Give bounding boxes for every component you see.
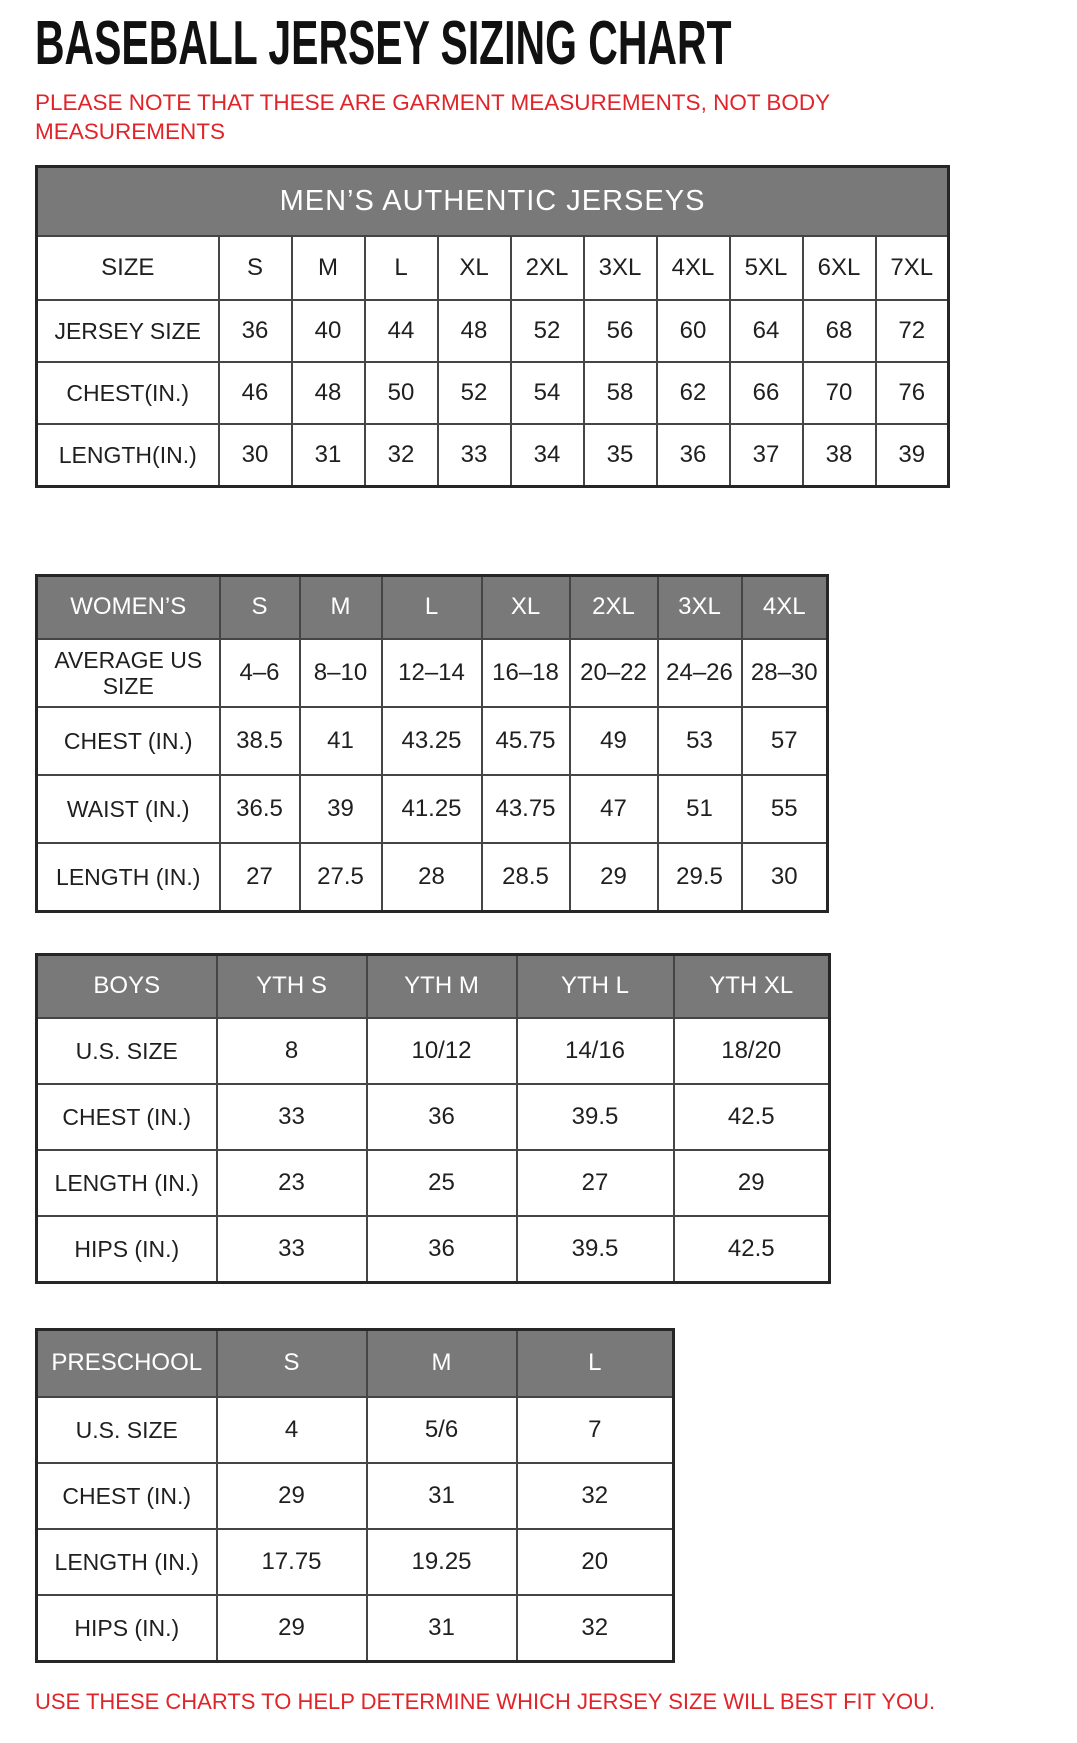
boys-sizing-table: [35, 953, 1077, 1284]
boys-value-cell: 10/12: [367, 1018, 517, 1084]
mens-value-cell: 36: [657, 424, 730, 486]
preschool-col-header: S: [217, 1329, 367, 1397]
womens-value-cell: 41.25: [382, 775, 482, 843]
mens-banner-row: [37, 166, 949, 236]
womens-sizing-table: [35, 574, 1077, 913]
preschool-col-header: M: [367, 1329, 517, 1397]
mens-value-cell: 44: [365, 300, 438, 362]
boys-value-cell: 42.5: [674, 1084, 830, 1150]
boys-header-row: [37, 954, 830, 1018]
preschool-value-cell: 32: [517, 1595, 674, 1661]
page-title-text: BASEBALL JERSEY SIZING CHART: [35, 9, 732, 78]
womens-value-cell: 28: [382, 843, 482, 911]
mens-value-cell: 52: [438, 362, 511, 424]
mens-col-header: SIZE: [37, 236, 219, 300]
womens-value-cell: 41: [300, 707, 382, 775]
mens-value-cell: 35: [584, 424, 657, 486]
womens-col-header: WOMEN’S: [37, 575, 220, 639]
boys-value-cell: 33: [217, 1084, 367, 1150]
boys-value-cell: 27: [517, 1150, 674, 1216]
preschool-data-row: [37, 1463, 674, 1529]
mens-col-header: 6XL: [803, 236, 876, 300]
preschool-header-row: [37, 1329, 674, 1397]
preschool-row-label: LENGTH (IN.): [37, 1529, 217, 1595]
mens-col-header: 2XL: [511, 236, 584, 300]
mens-value-cell: 36: [219, 300, 292, 362]
mens-value-cell: 32: [365, 424, 438, 486]
womens-value-cell: 24–26: [658, 639, 742, 707]
mens-value-cell: 70: [803, 362, 876, 424]
boys-data-row: [37, 1018, 830, 1084]
preschool-value-cell: 29: [217, 1595, 367, 1661]
mens-header-row: [37, 236, 949, 300]
mens-data-row: [37, 300, 949, 362]
boys-value-cell: 33: [217, 1216, 367, 1282]
womens-value-cell: 27.5: [300, 843, 382, 911]
boys-row-label: U.S. SIZE: [37, 1018, 217, 1084]
boys-value-cell: 36: [367, 1084, 517, 1150]
mens-value-cell: 38: [803, 424, 876, 486]
womens-value-cell: 45.75: [482, 707, 570, 775]
page-title: [35, 9, 1077, 78]
womens-col-header: XL: [482, 575, 570, 639]
womens-col-header: L: [382, 575, 482, 639]
preschool-row-label: CHEST (IN.): [37, 1463, 217, 1529]
preschool-sizing-table: [35, 1328, 1077, 1663]
womens-row-label: LENGTH (IN.): [37, 843, 220, 911]
mens-value-cell: 62: [657, 362, 730, 424]
mens-value-cell: 58: [584, 362, 657, 424]
womens-value-cell: 43.75: [482, 775, 570, 843]
mens-value-cell: 37: [730, 424, 803, 486]
boys-data-row: [37, 1084, 830, 1150]
mens-col-header: 4XL: [657, 236, 730, 300]
boys-row-label: LENGTH (IN.): [37, 1150, 217, 1216]
preschool-col-header: PRESCHOOL: [37, 1329, 217, 1397]
preschool-value-cell: 7: [517, 1397, 674, 1463]
mens-value-cell: 50: [365, 362, 438, 424]
preschool-data-row: [37, 1595, 674, 1661]
womens-value-cell: 20–22: [570, 639, 658, 707]
preschool-value-cell: 17.75: [217, 1529, 367, 1595]
boys-row-label: HIPS (IN.): [37, 1216, 217, 1282]
mens-value-cell: 68: [803, 300, 876, 362]
womens-value-cell: 4–6: [220, 639, 300, 707]
preschool-row-label: U.S. SIZE: [37, 1397, 217, 1463]
womens-value-cell: 36.5: [220, 775, 300, 843]
boys-value-cell: 29: [674, 1150, 830, 1216]
preschool-value-cell: 31: [367, 1595, 517, 1661]
mens-value-cell: 31: [292, 424, 365, 486]
mens-value-cell: 76: [876, 362, 949, 424]
mens-value-cell: 34: [511, 424, 584, 486]
womens-value-cell: 28.5: [482, 843, 570, 911]
mens-row-label: JERSEY SIZE: [37, 300, 219, 362]
mens-authentic-jerseys-table: [35, 165, 1077, 488]
womens-value-cell: 16–18: [482, 639, 570, 707]
mens-value-cell: 66: [730, 362, 803, 424]
womens-col-header: 2XL: [570, 575, 658, 639]
womens-row-label: AVERAGE US SIZE: [37, 639, 220, 707]
womens-value-cell: 51: [658, 775, 742, 843]
womens-value-cell: 55: [742, 775, 828, 843]
boys-value-cell: 18/20: [674, 1018, 830, 1084]
womens-data-row: [37, 775, 828, 843]
mens-col-header: S: [219, 236, 292, 300]
boys-value-cell: 23: [217, 1150, 367, 1216]
mens-col-header: 5XL: [730, 236, 803, 300]
garment-measurement-note: PLEASE NOTE THAT THESE ARE GARMENT MEASUREMENTS, NOT BODY MEASUREMENTS: [35, 90, 830, 145]
footer-note: USE THESE CHARTS TO HELP DETERMINE WHICH JERSEY SIZE WILL BEST FIT YOU.: [35, 1688, 936, 1714]
boys-value-cell: 25: [367, 1150, 517, 1216]
preschool-value-cell: 4: [217, 1397, 367, 1463]
mens-data-row: [37, 362, 949, 424]
womens-value-cell: 30: [742, 843, 828, 911]
mens-value-cell: 46: [219, 362, 292, 424]
mens-value-cell: 72: [876, 300, 949, 362]
womens-value-cell: 38.5: [220, 707, 300, 775]
womens-value-cell: 49: [570, 707, 658, 775]
womens-value-cell: 28–30: [742, 639, 828, 707]
boys-value-cell: 8: [217, 1018, 367, 1084]
mens-col-header: 3XL: [584, 236, 657, 300]
mens-value-cell: 30: [219, 424, 292, 486]
preschool-value-cell: 32: [517, 1463, 674, 1529]
mens-value-cell: 52: [511, 300, 584, 362]
womens-data-row: [37, 843, 828, 911]
mens-col-header: M: [292, 236, 365, 300]
mens-value-cell: 40: [292, 300, 365, 362]
boys-value-cell: 39.5: [517, 1084, 674, 1150]
preschool-value-cell: 29: [217, 1463, 367, 1529]
womens-value-cell: 12–14: [382, 639, 482, 707]
mens-banner: MEN’S AUTHENTIC JERSEYS: [37, 166, 949, 236]
womens-data-row: [37, 707, 828, 775]
womens-value-cell: 47: [570, 775, 658, 843]
boys-value-cell: 36: [367, 1216, 517, 1282]
preschool-value-cell: 31: [367, 1463, 517, 1529]
womens-col-header: 3XL: [658, 575, 742, 639]
boys-col-header: YTH XL: [674, 954, 830, 1018]
womens-value-cell: 39: [300, 775, 382, 843]
mens-value-cell: 48: [438, 300, 511, 362]
preschool-value-cell: 19.25: [367, 1529, 517, 1595]
boys-col-header: BOYS: [37, 954, 217, 1018]
womens-value-cell: 29: [570, 843, 658, 911]
mens-value-cell: 54: [511, 362, 584, 424]
mens-value-cell: 60: [657, 300, 730, 362]
womens-value-cell: 43.25: [382, 707, 482, 775]
womens-row-label: WAIST (IN.): [37, 775, 220, 843]
preschool-row-label: HIPS (IN.): [37, 1595, 217, 1661]
preschool-data-row: [37, 1529, 674, 1595]
preschool-value-cell: 20: [517, 1529, 674, 1595]
mens-value-cell: 33: [438, 424, 511, 486]
mens-value-cell: 56: [584, 300, 657, 362]
womens-col-header: M: [300, 575, 382, 639]
womens-value-cell: 8–10: [300, 639, 382, 707]
womens-data-row: [37, 639, 828, 707]
mens-col-header: L: [365, 236, 438, 300]
womens-value-cell: 57: [742, 707, 828, 775]
boys-value-cell: 39.5: [517, 1216, 674, 1282]
boys-value-cell: 14/16: [517, 1018, 674, 1084]
boys-col-header: YTH L: [517, 954, 674, 1018]
boys-data-row: [37, 1216, 830, 1282]
mens-col-header: XL: [438, 236, 511, 300]
boys-col-header: YTH M: [367, 954, 517, 1018]
womens-row-label: CHEST (IN.): [37, 707, 220, 775]
mens-row-label: LENGTH(IN.): [37, 424, 219, 486]
boys-value-cell: 42.5: [674, 1216, 830, 1282]
womens-value-cell: 53: [658, 707, 742, 775]
womens-col-header: 4XL: [742, 575, 828, 639]
mens-value-cell: 48: [292, 362, 365, 424]
mens-value-cell: 64: [730, 300, 803, 362]
womens-value-cell: 29.5: [658, 843, 742, 911]
mens-row-label: CHEST(IN.): [37, 362, 219, 424]
boys-col-header: YTH S: [217, 954, 367, 1018]
womens-value-cell: 27: [220, 843, 300, 911]
mens-col-header: 7XL: [876, 236, 949, 300]
preschool-col-header: L: [517, 1329, 674, 1397]
womens-col-header: S: [220, 575, 300, 639]
boys-row-label: CHEST (IN.): [37, 1084, 217, 1150]
boys-data-row: [37, 1150, 830, 1216]
womens-header-row: [37, 575, 828, 639]
preschool-value-cell: 5/6: [367, 1397, 517, 1463]
mens-data-row: [37, 424, 949, 486]
preschool-data-row: [37, 1397, 674, 1463]
mens-value-cell: 39: [876, 424, 949, 486]
